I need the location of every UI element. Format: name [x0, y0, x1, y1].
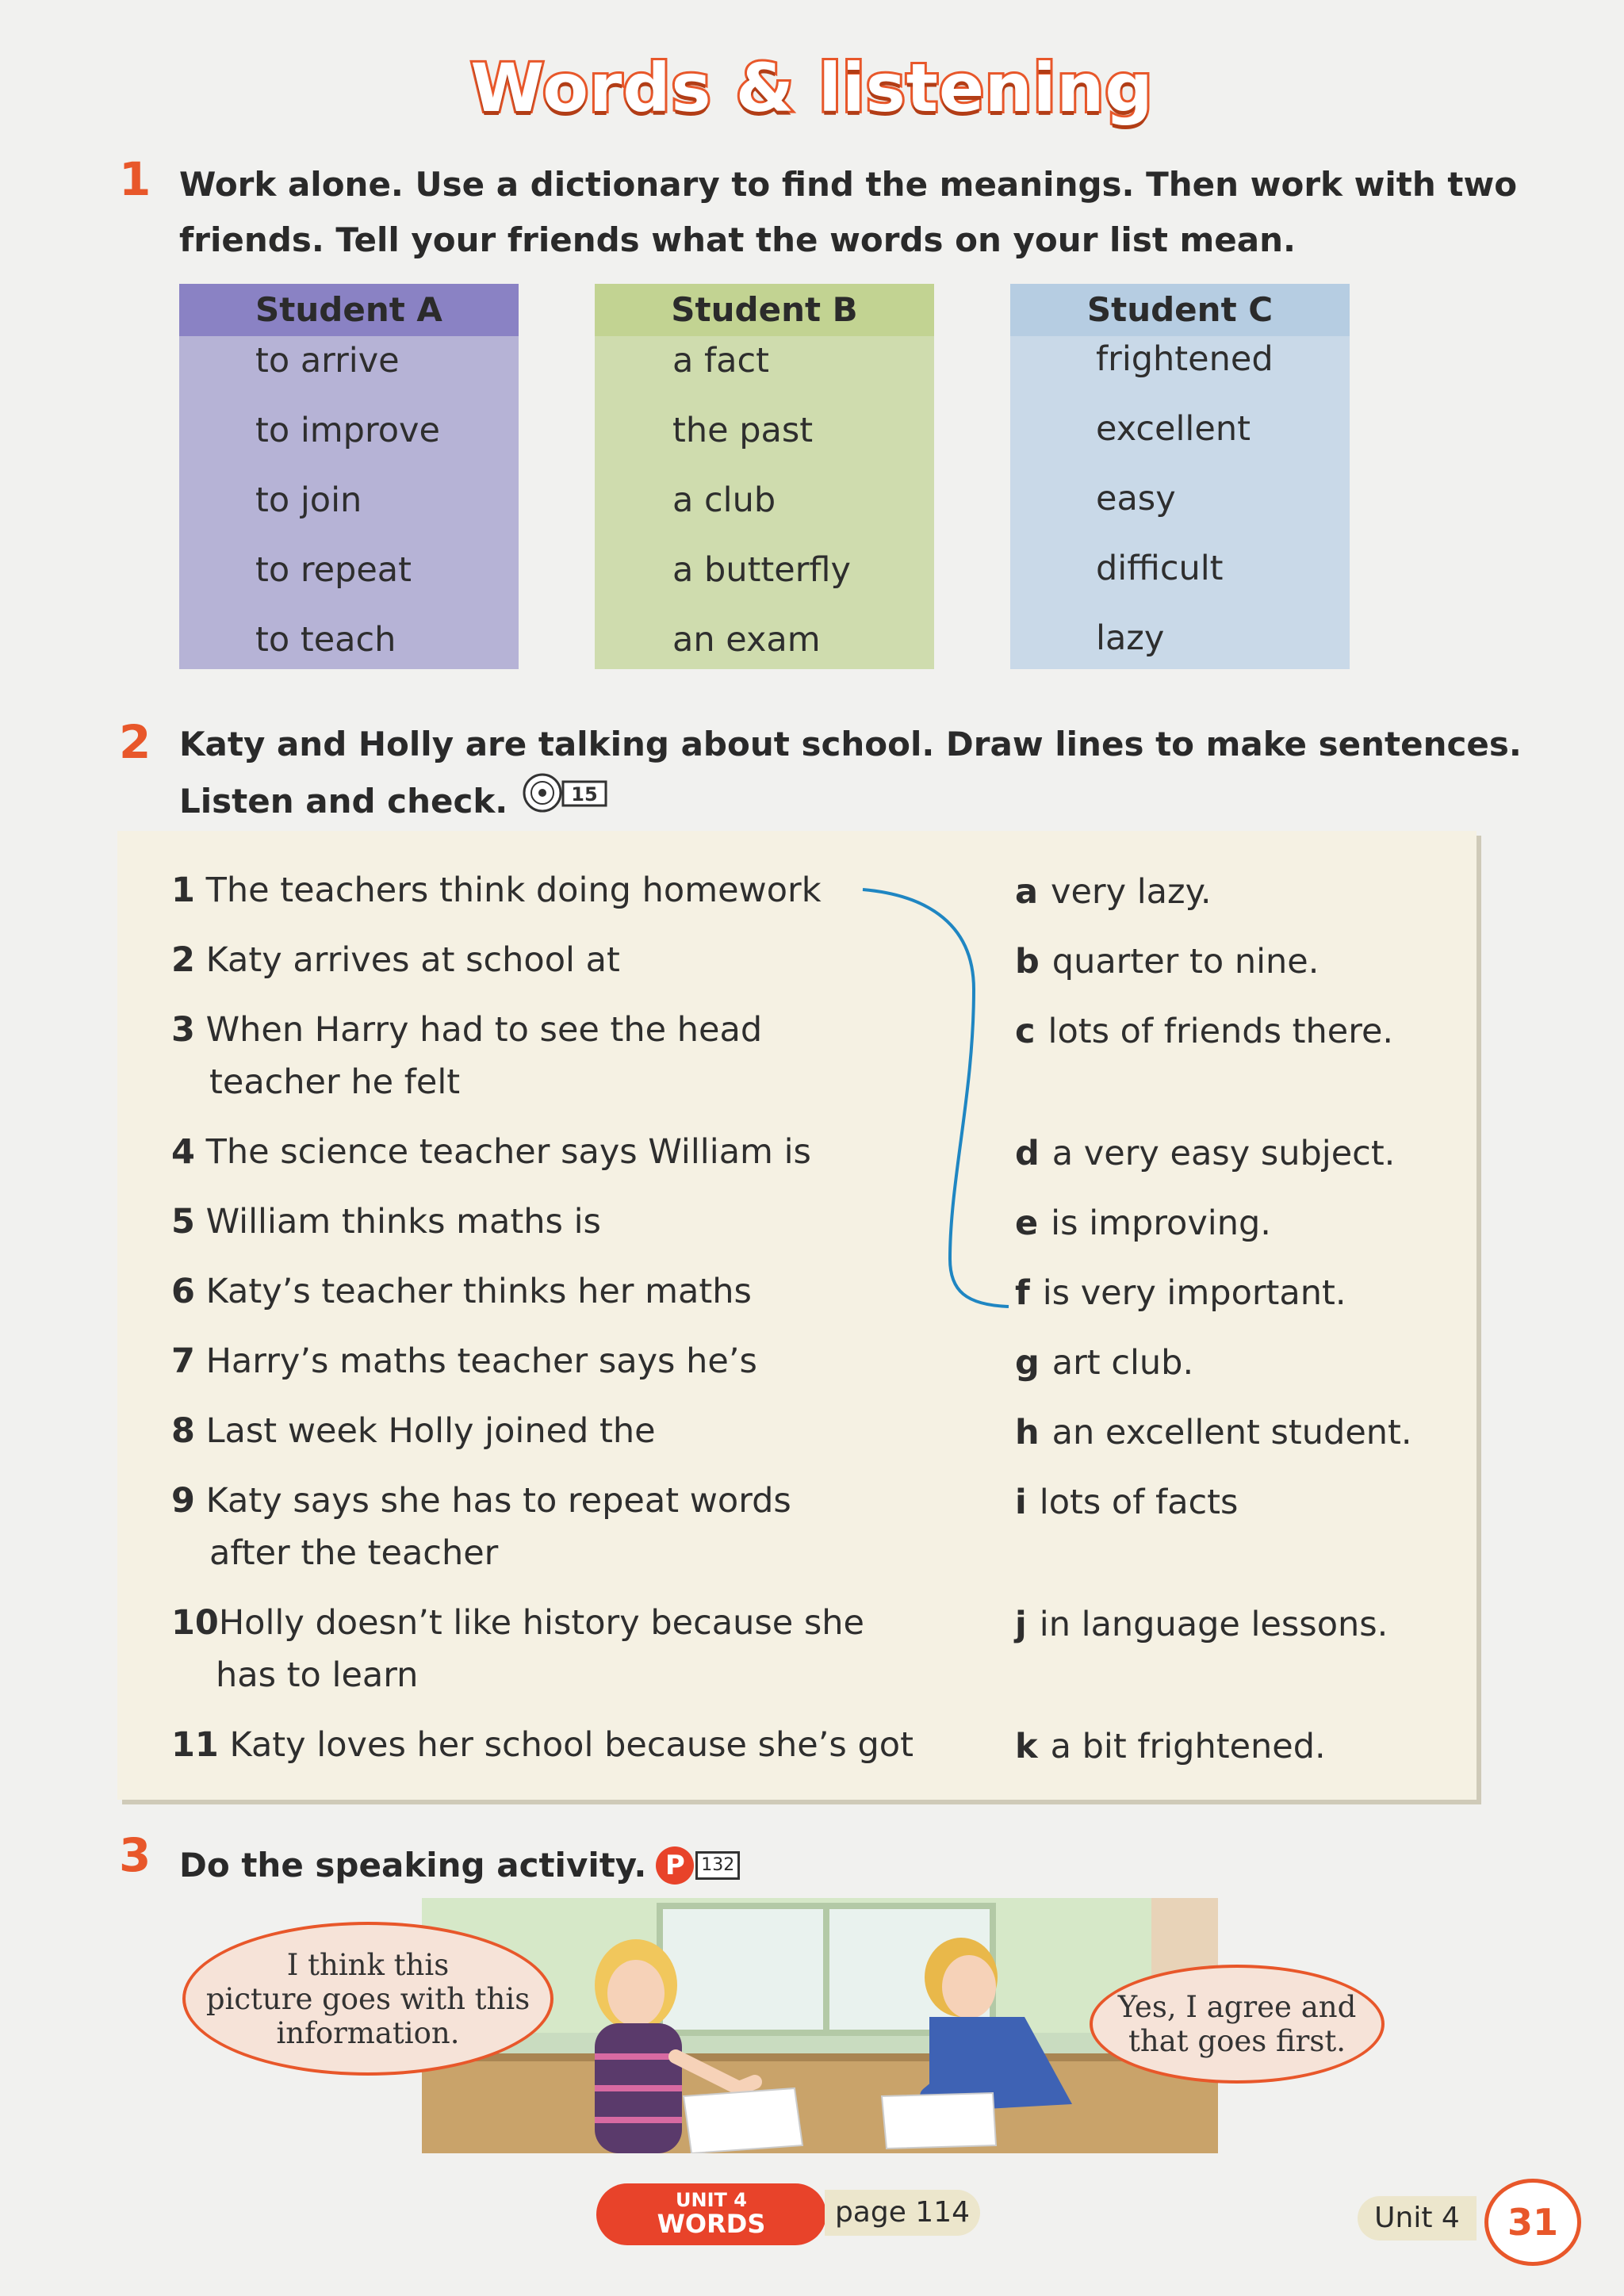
- sentence-text: William thinks maths is: [205, 1202, 601, 1242]
- student-c-column: [1010, 284, 1350, 669]
- page-title: Words & listening: [470, 49, 1154, 127]
- sentence-text: Katy says she has to repeat words: [205, 1481, 791, 1521]
- sentence-number: 8: [171, 1411, 195, 1451]
- ending-text: an excellent student.: [1051, 1413, 1412, 1452]
- student-b-column: [595, 284, 934, 669]
- unit-tab: Unit 4: [1358, 2196, 1477, 2241]
- sentence-number: 3: [171, 1010, 195, 1050]
- speaking-page-number: 132: [695, 1851, 740, 1880]
- student-b-header: Student B: [671, 290, 858, 329]
- sentence-number: 4: [171, 1132, 195, 1172]
- ending-letter: h: [1015, 1413, 1040, 1452]
- student-b-word: a club: [672, 480, 776, 520]
- student-a-header: Student A: [255, 290, 442, 329]
- ending-letter: f: [1015, 1273, 1030, 1313]
- sentence-text: Katy arrives at school at: [205, 940, 620, 980]
- student-a-word: to join: [255, 480, 362, 520]
- sentence-number: 9: [171, 1481, 195, 1521]
- student-a-word: to repeat: [255, 550, 412, 590]
- speaking-p-icon: P: [656, 1846, 694, 1885]
- sentence-number: 1: [171, 871, 195, 910]
- ending-letter: e: [1015, 1203, 1039, 1243]
- sentence-text-cont: teacher he felt: [209, 1062, 461, 1102]
- sentence-text: Katy’s teacher thinks her maths: [205, 1272, 752, 1311]
- sentence-number: 6: [171, 1272, 195, 1311]
- exercise-1-instruction: [179, 157, 1527, 268]
- student-c-word: lazy: [1096, 618, 1165, 658]
- ending-text: lots of friends there.: [1048, 1012, 1394, 1051]
- exercise-3-instruction-text: Do the speaking activity.: [179, 1846, 647, 1885]
- student-c-word: difficult: [1096, 549, 1224, 588]
- words-label: WORDS: [657, 2209, 766, 2239]
- ending-text: in language lessons.: [1039, 1605, 1388, 1644]
- student-a-word: to arrive: [255, 341, 400, 381]
- ending-text: a bit frightened.: [1050, 1727, 1326, 1766]
- ending-letter: b: [1015, 942, 1040, 982]
- sentence-text: Katy loves her school because she’s got: [229, 1725, 914, 1765]
- page-number: 31: [1484, 2179, 1581, 2266]
- sentence-number: 5: [171, 1202, 195, 1242]
- example-answer-line: [117, 831, 1477, 1800]
- bubble-right-line2: that goes first.: [1128, 2024, 1346, 2058]
- audio-track-number: 15: [571, 783, 598, 806]
- exercise-1-number: 1: [119, 152, 151, 206]
- sentence-text: The science teacher says William is: [205, 1132, 811, 1172]
- sentence-text: When Harry had to see the head: [205, 1010, 763, 1050]
- sentence-number: 10: [171, 1603, 219, 1643]
- bubble-left-line2: picture goes with this: [205, 1981, 530, 2016]
- student-a-word: to teach: [255, 620, 396, 660]
- ending-text: quarter to nine.: [1051, 942, 1320, 982]
- ending-letter: g: [1015, 1343, 1040, 1383]
- ending-letter: j: [1015, 1605, 1027, 1644]
- exercise-1-instruction-line2: friends. Tell your friends what the words on your list mean.: [179, 220, 1296, 259]
- ending-text: a very easy subject.: [1051, 1134, 1396, 1173]
- student-c-word: excellent: [1096, 409, 1251, 449]
- student-b-word: a butterfly: [672, 550, 851, 590]
- ending-letter: d: [1015, 1134, 1040, 1173]
- student-a-column: [179, 284, 519, 669]
- exercise-3-instruction: [179, 1838, 740, 1893]
- page-reference: page 114: [825, 2190, 980, 2236]
- sentence-text: The teachers think doing homework: [205, 871, 822, 910]
- sentence-text: Holly doesn’t like history because she: [218, 1603, 864, 1643]
- student-b-word: a fact: [672, 341, 770, 381]
- unit-words-pill[interactable]: [596, 2183, 826, 2245]
- exercise-2-instruction: [179, 717, 1575, 830]
- matching-panel: [117, 831, 1477, 1800]
- speech-bubble-left: [182, 1922, 553, 2076]
- exercise-2-instruction-line2: Listen and check.: [179, 781, 508, 821]
- student-c-word: easy: [1096, 479, 1176, 519]
- audio-track-badge[interactable]: [522, 772, 609, 830]
- ending-text: art club.: [1051, 1343, 1194, 1383]
- ending-letter: a: [1015, 872, 1039, 912]
- student-c-word: frightened: [1096, 339, 1274, 379]
- sentence-number: 7: [171, 1341, 195, 1381]
- ending-text: is improving.: [1051, 1203, 1271, 1243]
- exercise-2-instruction-line1: Katy and Holly are talking about school. Draw lines to make sentences.: [179, 725, 1522, 763]
- exercise-2-number: 2: [119, 715, 151, 769]
- speaking-page-badge[interactable]: [656, 1846, 740, 1885]
- sentence-text-cont: after the teacher: [209, 1533, 499, 1573]
- unit-label: UNIT 4: [676, 2189, 747, 2211]
- student-b-word: the past: [672, 411, 814, 450]
- student-c-header: Student C: [1086, 290, 1274, 329]
- sentence-text-cont: has to learn: [216, 1655, 419, 1695]
- ending-letter: i: [1015, 1483, 1027, 1522]
- bubble-left-line1: I think this: [286, 1947, 450, 1982]
- speech-bubble-right: [1090, 1965, 1385, 2084]
- student-a-word: to improve: [255, 411, 440, 450]
- sentence-number: 11: [171, 1725, 219, 1765]
- ending-text: very lazy.: [1051, 872, 1212, 912]
- exercise-3-number: 3: [119, 1828, 151, 1882]
- bubble-left-line3: information.: [276, 2015, 460, 2050]
- cd-audio-icon: [522, 772, 609, 813]
- sentence-text: Last week Holly joined the: [205, 1411, 656, 1451]
- ending-letter: c: [1015, 1012, 1036, 1051]
- bubble-right-line1: Yes, I agree and: [1117, 1990, 1357, 2024]
- ending-letter: k: [1015, 1727, 1038, 1766]
- sentence-number: 2: [171, 940, 195, 980]
- sentence-text: Harry’s maths teacher says he’s: [205, 1341, 757, 1381]
- student-b-word: an exam: [672, 620, 821, 660]
- exercise-1-instruction-line1: Work alone. Use a dictionary to find the meanings. Then work with two: [179, 165, 1518, 204]
- ending-text: is very important.: [1042, 1273, 1346, 1313]
- ending-text: lots of facts: [1039, 1483, 1239, 1522]
